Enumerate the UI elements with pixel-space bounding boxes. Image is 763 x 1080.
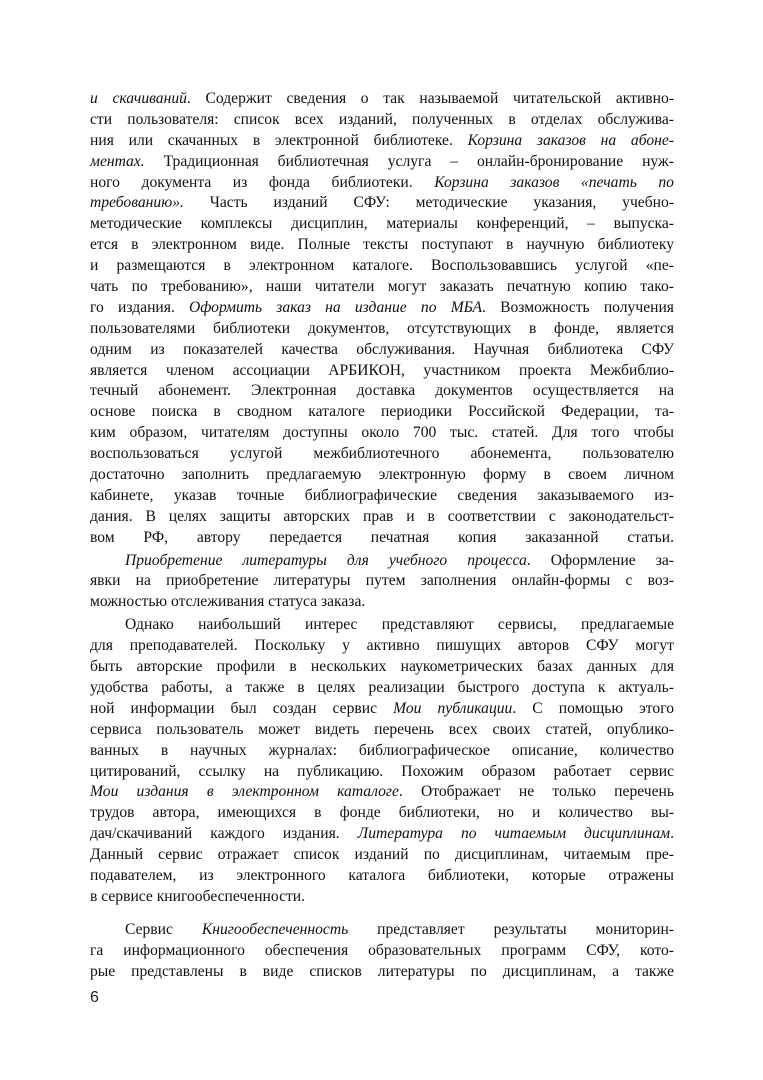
italic-text-run: Приобретение литературы для учебного процесса [125, 551, 527, 569]
text-run: ким образом, читателям доступны около 700 тыс. статей. Для того чтобы [90, 424, 674, 442]
paragraph-reader-activity [90, 89, 674, 549]
text-run: Традиционная библиотечная услуга – онлайн-бронирование нуж- [144, 152, 674, 170]
text-run: для преподавателей. Поскольку у активно пишущих авторов СФУ могут [90, 637, 674, 655]
text-run: ния или скачанных в электронной библиотеке. [90, 131, 468, 149]
text-line [90, 824, 674, 845]
text-run: можностью отслеживания статуса заказа. [90, 593, 366, 611]
text-run: основе поиска в сводном каталоге периодики Российской Федерации, та- [90, 403, 674, 421]
text-run: вом РФ, автору передается печатная копия заказанной статьи. [90, 528, 674, 546]
text-run: дач/скачиваний каждого издания. [90, 825, 358, 843]
text-run: . Возможность получения [481, 298, 674, 316]
text-line [90, 699, 674, 720]
text-line [90, 941, 674, 962]
text-run: течный абонемент. Электронная доставка документов осуществляется на [90, 382, 674, 400]
text-run: ванных в научных журналах: библиографическое описание, количество [90, 741, 674, 759]
text-line [90, 340, 674, 361]
text-line [90, 920, 674, 941]
text-run: цитирований, ссылку на публикацию. Похожим образом работает сервис [90, 762, 674, 780]
text-line [90, 486, 674, 507]
text-run: воспользоваться услугой межбиблиотечного абонемента, пользователю [90, 445, 674, 463]
text-line [90, 678, 674, 699]
text-run: подавателем, из электронного каталога библиотеки, которые отражены [90, 866, 674, 884]
text-line [90, 277, 674, 298]
text-line [90, 214, 674, 235]
text-line [90, 887, 674, 908]
text-line [90, 866, 674, 887]
text-line [90, 657, 674, 678]
italic-text-run: и скачиваний [90, 90, 187, 107]
italic-text-run: Литература по читаемым дисциплинам [357, 825, 671, 843]
italic-text-run: Мои публикации [393, 699, 513, 717]
text-run: . Отображает не только перечень [398, 783, 674, 801]
italic-text-run: ментах. [90, 152, 145, 170]
text-line [90, 636, 674, 657]
text-line [90, 782, 674, 803]
paragraph-acquisition [90, 551, 674, 614]
text-run: представляет результаты мониторин- [348, 920, 674, 938]
italic-text-run: Мои издания в электронном каталоге [90, 783, 399, 801]
text-line [90, 381, 674, 402]
text-run: . [670, 825, 675, 843]
text-run: рые представлены в виде списков литературы по дисциплинам, а также [90, 962, 674, 980]
text-run: методические комплексы дисциплин, материалы конференций, – выпуска- [90, 215, 674, 233]
text-line [90, 571, 674, 592]
text-run: достаточно заполнить предлагаемую электронную форму в своем личном [90, 466, 674, 484]
page-number: 6 [90, 989, 99, 1006]
text-line [90, 131, 674, 152]
text-line [90, 615, 674, 636]
text-run: сервиса пользователь может видеть перечень всех своих статей, опублико- [90, 720, 674, 738]
text-run: го издания. [90, 298, 190, 316]
italic-text-run: Оформить заказ на издание по МБА [189, 298, 482, 316]
text-line [90, 803, 674, 824]
text-line [90, 720, 674, 741]
text-run: быть авторские профили в нескольких наукометрических базах данных для [90, 658, 674, 676]
paragraph-book-provision [90, 920, 674, 983]
text-run: в сервисе книгообеспеченности. [90, 887, 306, 905]
page-body [90, 89, 674, 982]
text-run: трудов автора, имеющихся в фонде библиотеки, но и количество вы- [90, 804, 674, 822]
text-line [90, 402, 674, 423]
text-run: удобства работы, а также в целях реализации быстрого доступа к актуаль- [90, 678, 674, 696]
text-line [90, 762, 674, 783]
text-run: . С помощью этого [512, 699, 674, 717]
italic-text-run: Корзина заказов «печать по [434, 173, 674, 191]
text-run: ется в электронном виде. Полные тексты поступают в научную библиотеку [90, 236, 674, 254]
text-line [90, 256, 674, 277]
italic-text-run: Книгообеспеченность [201, 920, 349, 938]
text-line [90, 235, 674, 256]
text-line [90, 444, 674, 465]
text-line [90, 962, 674, 983]
text-run: . Содержит сведения о так называемой читательской активно- [186, 90, 675, 107]
italic-text-run: требованию». [90, 194, 184, 212]
paragraph-teacher-services [90, 615, 674, 907]
text-line [90, 592, 674, 613]
text-run: дания. В целях защиты авторских прав и в соответствии с законодательст- [90, 507, 674, 525]
text-line [90, 152, 674, 173]
text-run: Данный сервис отражает список изданий по дисциплинам, читаемым пре- [90, 846, 674, 864]
italic-text-run: Корзина заказов на абоне- [467, 131, 674, 149]
text-run: Сервис [125, 920, 202, 938]
text-line [90, 193, 674, 214]
text-run: явки на приобретение литературы путем заполнения онлайн-формы с воз- [90, 572, 674, 590]
text-line [90, 110, 674, 131]
text-run: ного документа из фонда библиотеки. [90, 173, 435, 191]
text-run: чать по требованию», наши читатели могут заказать печатную копию тако- [90, 278, 674, 296]
text-run: кабинете, указав точные библиографические сведения заказываемого из- [90, 486, 674, 504]
text-run: Часть изданий СФУ: методические указания, учебно- [183, 194, 674, 212]
text-run: и размещаются в электронном каталоге. Воспользовавшись услугой «пе- [90, 257, 674, 275]
text-line [90, 507, 674, 528]
text-run: Однако наибольший интерес представляют сервисы, предлагаемые [125, 616, 674, 634]
text-run: . Оформление за- [526, 551, 674, 569]
text-line [90, 89, 674, 110]
text-line [90, 741, 674, 762]
text-line [90, 423, 674, 444]
text-line [90, 465, 674, 486]
text-line [90, 551, 674, 572]
text-run: является членом ассоциации АРБИКОН, участником проекта Межбиблио- [90, 361, 674, 379]
text-line [90, 298, 674, 319]
text-run: га информационного обеспечения образовательных программ СФУ, кото- [90, 941, 674, 959]
text-run: пользователями библиотеки документов, отсутствующих в фонде, является [90, 319, 674, 337]
text-line [90, 319, 674, 340]
text-line [90, 173, 674, 194]
text-run: ной информации был создан сервис [90, 699, 394, 717]
text-run: одним из показателей качества обслуживания. Научная библиотека СФУ [90, 340, 674, 358]
text-line [90, 528, 674, 549]
text-line [90, 361, 674, 382]
text-run: сти пользователя: список всех изданий, полученных в отделах обслужива- [90, 110, 674, 128]
text-line [90, 845, 674, 866]
